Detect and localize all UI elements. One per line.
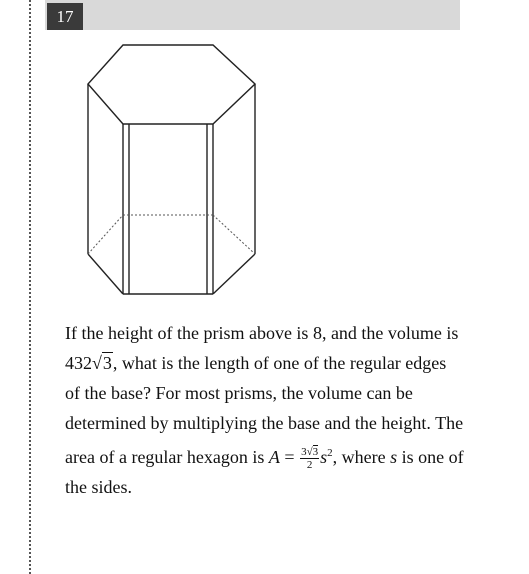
- question-text-part: If the height of the prism above is 8, and the volume is: [65, 323, 459, 343]
- formula-exponent: 2: [327, 447, 333, 459]
- prism-hidden-edge: [213, 215, 255, 254]
- question-text-part: is one of the sides.: [65, 447, 464, 497]
- volume-radicand: 3: [102, 353, 112, 373]
- question-header-bar: [45, 0, 460, 30]
- formula-lhs: A: [268, 447, 280, 467]
- volume-coefficient: 432: [65, 353, 92, 373]
- fraction-denominator: 2: [306, 459, 313, 472]
- volume-value: 432√3: [65, 353, 112, 373]
- formula-fraction: $\frac{3√3}{2}$: [301, 446, 319, 472]
- prism-top-face: [88, 45, 255, 124]
- variable-s: s: [390, 447, 398, 467]
- hexagonal-prism-figure: [85, 42, 270, 297]
- prism-edge: [88, 254, 123, 294]
- prism-edge: [213, 254, 255, 294]
- question-number-badge: 17: [47, 3, 83, 30]
- question-text: [65, 318, 465, 502]
- question-text-part: , where: [332, 447, 386, 467]
- fraction-numerator-radicand: 3: [312, 446, 319, 459]
- fraction-numerator-coef: 3: [301, 446, 307, 459]
- margin-dotted-rule: [29, 0, 31, 574]
- question-text-part: , what is the length of one of the regular edges of the base? For most prisms, the volume can be determined by multiplying the base and the height. The area of a regular hexagon is: [65, 353, 464, 467]
- formula-variable: s: [320, 447, 328, 467]
- prism-hidden-edge: [88, 215, 123, 254]
- formula-equals: =: [284, 447, 295, 467]
